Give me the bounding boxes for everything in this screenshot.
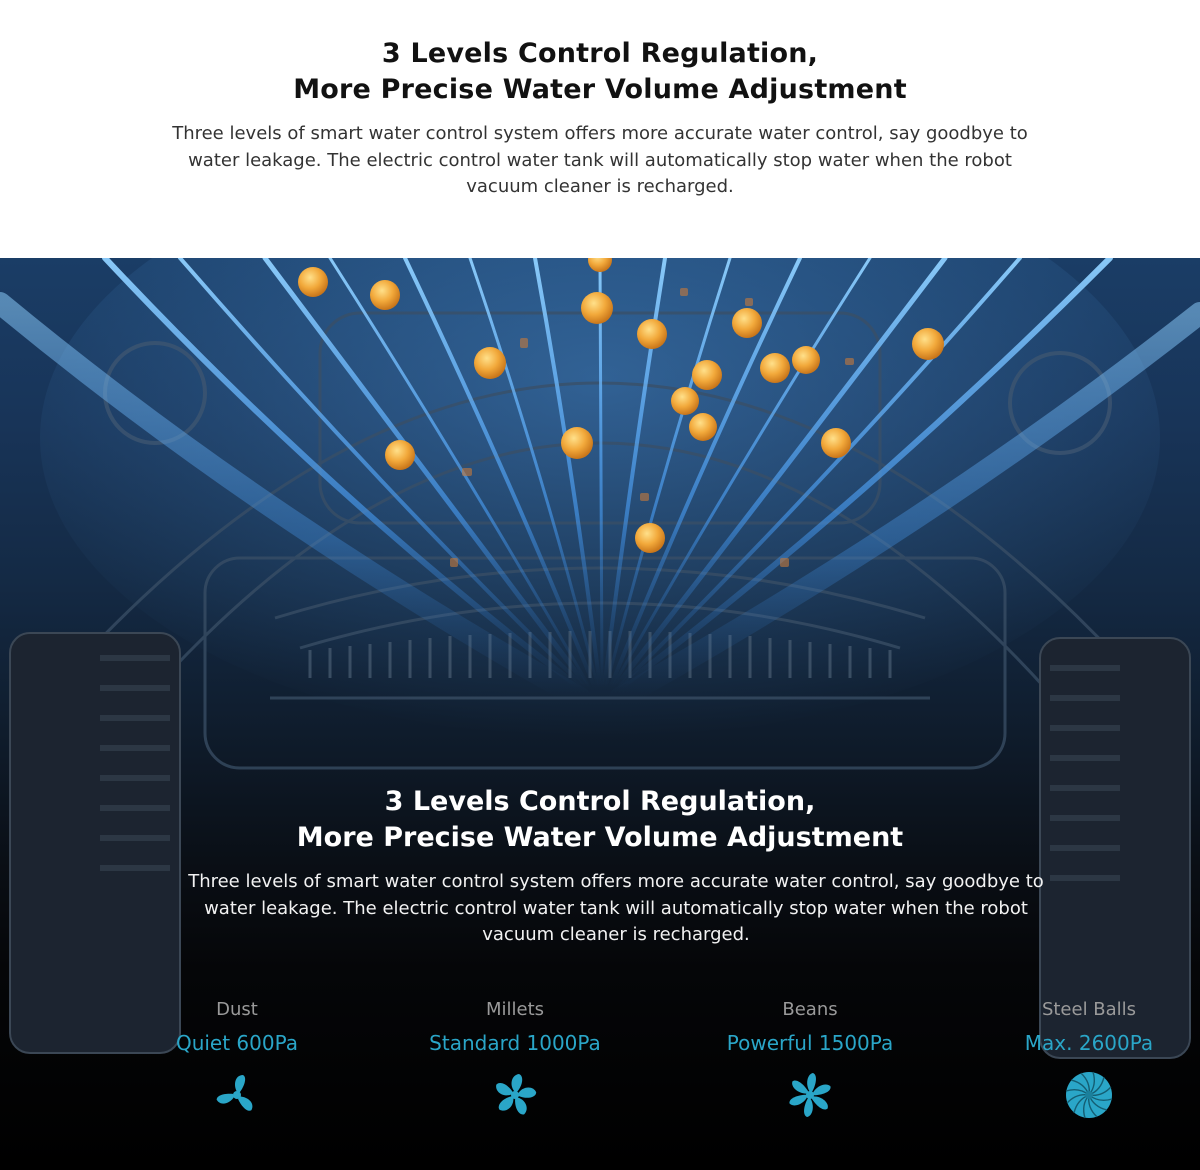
- level-category: Millets: [485, 999, 545, 1020]
- page-title-line-1: 3 Levels Control Regulation,: [381, 38, 819, 69]
- level-beans: [690, 998, 930, 1120]
- overlay-title-line-2: More Precise Water Volume Adjustment: [296, 822, 904, 853]
- fan-turbine-icon: [1064, 1070, 1114, 1120]
- page-title: [0, 36, 1200, 108]
- overlay-title-line-1: 3 Levels Control Regulation,: [384, 786, 816, 817]
- page-description: Three levels of smart water control system offers more accurate water control, say goodbye to water leakage. The electric control water tank will automatically stop water when the robot vacuum cleaner is recharged.: [172, 123, 1028, 197]
- level-steel-balls: [969, 998, 1200, 1120]
- level-category: Dust: [216, 999, 258, 1020]
- page-title-line-2: More Precise Water Volume Adjustment: [293, 74, 907, 105]
- level-suction: Max. 2600Pa: [1024, 1031, 1154, 1055]
- level-suction: Powerful 1500Pa: [726, 1031, 894, 1055]
- level-category: Steel Balls: [1041, 999, 1137, 1020]
- level-suction: Quiet 600Pa: [175, 1031, 299, 1055]
- level-dust: [117, 998, 357, 1120]
- fan-6-blade-icon: [785, 1070, 835, 1120]
- level-suction: Standard 1000Pa: [429, 1031, 601, 1055]
- level-millets: [395, 998, 635, 1120]
- overlay-description: Three levels of smart water control system offers more accurate water control, say goodbye to water leakage. The electric control water tank will automatically stop water when the robot vacuum cleaner is recharged.: [188, 871, 1044, 945]
- fan-5-blade-icon: [490, 1070, 540, 1120]
- level-category: Beans: [782, 999, 838, 1020]
- fan-3-blade-icon: [212, 1070, 262, 1120]
- top-header-section: [0, 0, 1200, 258]
- overlay-title: [0, 784, 1200, 856]
